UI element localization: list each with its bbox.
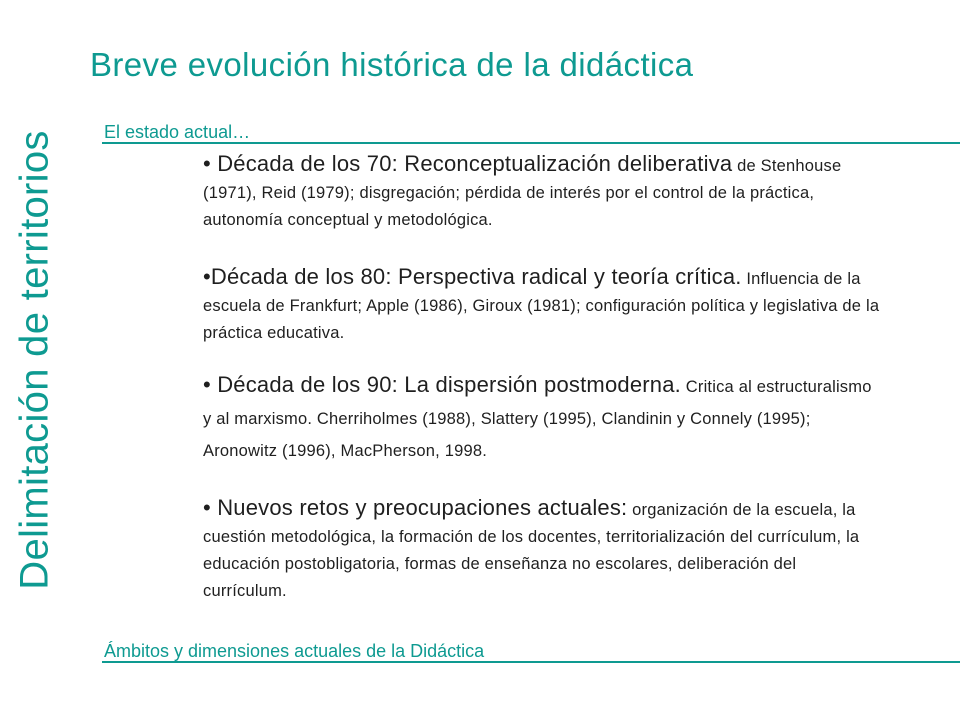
list-item-detail: Influencia de la escuela de Frankfurt; Apple (1986), Giroux (1981); configuración política y legislativa de la práctica educativa. [203,270,880,342]
list-item-lead: • Década de los 70: Reconceptualización deliberativa [203,151,733,176]
list-item-decade-70 [203,150,883,234]
list-item-lead: •Década de los 80: Perspectiva radical y teoría crítica. [203,264,742,289]
list-item-lead: • Nuevos retos y preocupaciones actuales: [203,495,628,520]
side-label-container [0,110,70,610]
list-item-decade-80 [203,263,883,347]
section-rule-top [102,142,960,144]
list-item-detail: de Stenhouse (1971), Reid (1979); disgregación; pérdida de interés por el control de la práctica, autonomía conceptual y metodológica. [203,157,842,229]
list-item-detail: organización de la escuela, la cuestión metodológica, la formación de los docentes, territorialización del currículum, la educación postobligatoria, formas de enseñanza no escolares, deliberación del currículum. [203,501,860,600]
list-item-new-challenges [203,494,883,605]
section-rule-bottom [102,661,960,663]
section-label-current-dimensions: Ámbitos y dimensiones actuales de la Didáctica [104,641,485,661]
side-label: Delimitación de territorios [12,130,57,590]
list-item-decade-90 [203,371,883,467]
list-item-detail: Critica al estructuralismo y al marxismo. Cherriholmes (1988), Slattery (1995), Clandinin y Connely (1995); Aronowitz (1996), MacPherson, 1998. [203,378,872,460]
list-item-lead: • Década de los 90: La dispersión postmoderna. [203,372,681,397]
slide-title: Breve evolución histórica de la didáctica [90,46,694,83]
section-label-current-state: El estado actual… [104,122,251,142]
